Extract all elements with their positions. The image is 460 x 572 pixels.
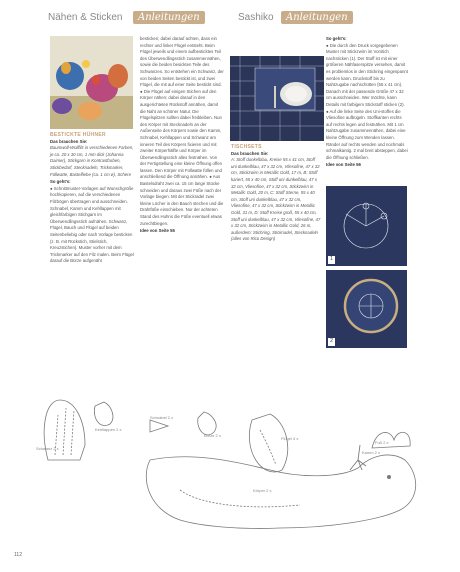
header-right-badge: Anleitungen <box>281 11 353 24</box>
label-wattle: Kehllappen 2 x <box>95 427 122 432</box>
label-wing: Flügel 4 x <box>281 436 299 441</box>
mid-column <box>231 144 321 244</box>
label-tailpiece: Bürze 2 x <box>204 433 221 438</box>
right-steps-text: ● Die durch den Druck vorgegebenen Muster mit Stickzwirn im Vorstich nachsticken (1). Der Stoff ist mit einer größeren Nähfaserspitze versehen, damit es problemlos in den Stickring eingespannt werden kann. Druckstoff bis zu Nahtzugabe nachschütten (55 x 41 cm). Danach mit der passende Größe 47 x 32 cm ausschneiden. Wer möchte, kann Details mit farbigem Stickstoff sticken (2). ● Auf die linke Seite des Uni-stoffes die Vliesofine aufbügeln. Stoffkanten rechts auf rechts legen und festnähen. Mit 1 cm Nahtzugabe zusammennähen, dabei eine kleine Öffnung zum Wenden lassen. Ränder auf rechts wenden und nochmals schmalkantig. 2 mal breit absteppen, dabei die Öffnung schließen. <box>326 42 408 160</box>
label-comb: Kamm 2 x <box>362 450 381 455</box>
embroidery-photo-1 <box>326 186 407 266</box>
mid-materials-heading: Das brauchen Sie: <box>231 150 269 156</box>
second-column <box>140 36 224 235</box>
left-column <box>50 132 134 266</box>
header-left-badge: Anleitungen <box>133 11 205 24</box>
photo-number-2: 2 <box>328 338 335 346</box>
second-column-text: besticken; dabei darauf achten, dass ein rechter und linker Flügel entsteht. Beim Flügel jeweils und einem aufbesticktes Teil des Überwendlingsstich zusammennähen, sowie die beiden besickten Teile des Schwanzes. So entstehen ein Schwanz, der von beiden Seiten bestickt ist, und zwei Flügel, die mit auf einer Seite bestickt sind. ● Die Flügel auf einigen Stichen auf den Körper nähen; dabei darauf in den ausgerichteten Rückstoff annähen, damit die Naht an schöner Natur. Die Flügelspitzen sollten dabei freibleiben. Nun den Körper mit Stecknadeln an der Außenseite des Körpers sowie den Kamm, Schnabel, Kehllappen und Schwanz am inneren Teil des Körpers fixieren und mit zweiter Körperhälfte und Körper im Überwendlingsstich alles festnähen. Von der Fertigstellung eine kleine Öffnung offen lassen. Den Körper mit Füllwatte füllen und anschließend die Öffnung annähen. ● Aus Bastelsdraht zwei ca. 15 cm lange Stücke schneiden und daraus zwei Füße nach der Vorlage biegen. Mit der Stickradel zwei kleine Löcher in den Bauch stechen und die Drahtfüße einschieben. Nur der achteten Stand des Huhns die Füße eventuell etwas zurechtbiegen. <box>140 36 224 226</box>
left-idea-note: Idee von Seite 55 <box>140 228 175 234</box>
left-materials-text: Baumwoll-Wollfilz in verschiedenen Farben, je ca. 20 x 30 cm, 1 mm dick (Johanna Daimer), Stickgarn in Kontrastfarben, Stickbedarf, Stecknadeln, Trickmarker, Füllwatte, Bastelfiebe (ca. 1 cm ø), Schere <box>50 145 134 177</box>
right-idea-note: Idee von Seite 56 <box>326 162 361 168</box>
hens-photo <box>50 36 133 129</box>
right-column <box>326 36 408 169</box>
label-body: Körper 2 x <box>253 488 272 493</box>
header-left-title: Nähen & Sticken <box>48 12 123 23</box>
mid-materials-text: A: Stoff dunkelblau, Kreise 55 x 41 cm, Stoff uni dunkelblau, 47 x 32 cm, Vliesofine, 47 x 32 cm, Stickzwirn in Metallic Gold, 17 m, B: Stoff kariert, 55 x 40 cm, Stoff uni dunkelblau, 47 x 32 cm, Vliesofine, 47 x 32 cm, Stickzwirn in Metallic Gold, 20 m, C: Stoff Sterne, 55 x 40 cm, Stoff uni dunkelblau, 47 x 32 cm, Vliesofine, 47 x 32 cm, Stickzwirn in Metallic Gold, 31 m, D: Stoff Kreise groß, 55 x 40 cm, Stoff uni dunkelblau, 47 x 32 cm, Vliesofine, 47 x 32 cm, Stickzwirn in Metallic Gold, 26 m, außerdem: Stichring, Sticknadel, Stecknadeln (alles von Rico Design) <box>231 157 321 242</box>
right-steps-heading: So geht's: <box>326 36 347 41</box>
page-number: 112 <box>14 552 22 558</box>
embroidery-photo-2 <box>326 270 407 348</box>
pattern-tailpiece <box>198 412 216 435</box>
photo-number-1: 1 <box>328 256 335 264</box>
left-steps-text: ● Schnittmuster-Vorlagen auf Wunschgröße hochkopieren, auf die verschiedenen Filzbögen übertragen und ausschneiden. Schnabel, Kamm und Kehllappen mit gleichfarbigen Stichgarn im Überwendlingsstich aufnähen. Schwanz, Flügel, Bauch und Flügel auf beiden Seitenbeliebig oder nach Vorlage besticken (z. B. mit Rückstich, Stielstich, Kreuzstichen). Muster vorher mit dem Trickmarker auf den Filz malen. Beim Flügel darauf die Bürze aufgenäht <box>50 185 134 264</box>
label-beak: Schnabel 2 x <box>150 415 174 420</box>
left-materials-heading: Das brauchen Sie: <box>50 138 88 144</box>
placemats-photo <box>230 56 324 141</box>
pattern-wing <box>249 414 287 472</box>
label-foot: Fuß 2 x <box>375 440 389 445</box>
left-section-title: BESTICKTE HÜHNER <box>50 132 106 138</box>
mid-section-title: TISCHSETS <box>231 144 262 150</box>
pattern-wattle <box>94 402 113 426</box>
header-right-title: Sashiko <box>238 12 274 23</box>
pattern-foot <box>350 445 366 470</box>
left-steps-heading: So geht's: <box>50 179 71 185</box>
label-tail: Schwanz 2 x <box>36 446 59 451</box>
pattern-body <box>146 455 415 529</box>
pattern-beak <box>150 420 168 432</box>
pattern-sheet <box>0 360 460 560</box>
